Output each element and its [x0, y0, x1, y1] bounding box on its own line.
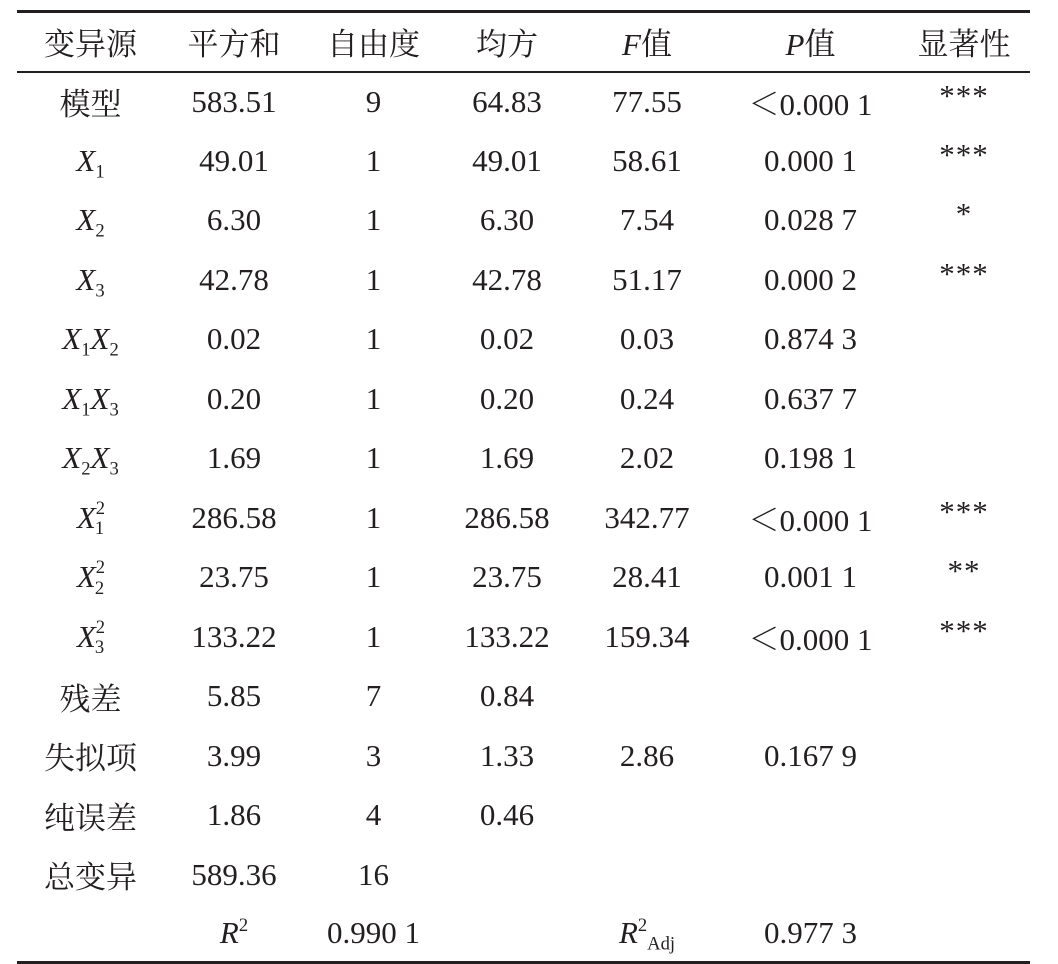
term-subscript: 3: [95, 280, 105, 302]
cell-mean-square: 0.02: [479, 321, 535, 357]
header-significance: 显著性: [898, 12, 1030, 72]
cell-f-value: 159.34: [604, 618, 690, 654]
table-row: [17, 429, 1030, 489]
table-row: [17, 548, 1030, 608]
stats-row: [17, 905, 1030, 963]
cell-source: [17, 369, 164, 429]
cell-source: 模型: [59, 87, 122, 123]
cell-significance: [898, 548, 1030, 608]
cell-sum-of-squares: 6.30: [206, 202, 262, 238]
term-variable: X: [90, 440, 110, 476]
cell-source: 失拟项: [44, 741, 137, 777]
term-variable: X: [90, 321, 110, 357]
cell-f-value: 342.77: [604, 499, 690, 535]
cell-mean-square: [443, 845, 571, 905]
table-row: [17, 131, 1030, 191]
cell-source: [17, 488, 164, 548]
header-mean-square: 均方: [443, 12, 571, 72]
cell-f-value: 77.55: [612, 83, 682, 119]
cell-p-value: 0.637 7: [764, 380, 857, 416]
cell-degrees-of-freedom: 4: [365, 797, 382, 833]
cell-source: [17, 250, 164, 310]
cell-degrees-of-freedom: 1: [365, 380, 382, 416]
cell-degrees-of-freedom: 9: [365, 83, 382, 119]
header-sum-of-squares: 平方和: [164, 12, 304, 72]
r-squared-adj-sub: Adj: [647, 933, 676, 955]
term-subscript: 2: [81, 458, 91, 480]
cell-sum-of-squares: 589.36: [191, 856, 277, 892]
cell-p-value: 0.028 7: [764, 202, 857, 238]
cell-source: [17, 310, 164, 370]
header-f-letter: F: [622, 27, 641, 63]
cell-f-value: 28.41: [612, 559, 682, 595]
cell-degrees-of-freedom: 1: [365, 559, 382, 595]
significance-stars: ***: [939, 493, 989, 529]
cell-f-value: 2.86: [619, 737, 675, 773]
cell-f-value: 0.24: [619, 380, 675, 416]
header-degrees-of-freedom: 自由度: [304, 12, 443, 72]
significance-stars: ***: [939, 77, 989, 113]
term-subscript: 1: [81, 339, 91, 361]
cell-mean-square: 0.20: [479, 380, 535, 416]
term-variable: X: [62, 380, 82, 416]
cell-degrees-of-freedom: 16: [358, 856, 389, 892]
header-p-suffix: 值: [804, 27, 836, 63]
cell-sum-of-squares: 3.99: [206, 737, 262, 773]
header-f-value: [571, 12, 723, 72]
cell-degrees-of-freedom: 1: [365, 440, 382, 476]
r-squared-letter: R: [219, 914, 239, 950]
table-row: [17, 369, 1030, 429]
term-subscript: 2: [94, 577, 105, 599]
table-row: [17, 72, 1030, 132]
cell-mean-square: 133.22: [464, 618, 550, 654]
r-squared-sup: 2: [238, 914, 249, 936]
stats-empty-cell: [898, 905, 1030, 963]
stats-empty-cell: [443, 905, 571, 963]
cell-source: [17, 548, 164, 608]
header-row: [17, 12, 1030, 72]
cell-p-value: [723, 667, 898, 727]
cell-f-value: [571, 667, 723, 727]
term-subscript: 2: [109, 339, 119, 361]
cell-mean-square: 42.78: [472, 261, 542, 297]
cell-mean-square: 49.01: [472, 142, 542, 178]
term-variable: X: [76, 142, 96, 178]
table-row: [17, 845, 1030, 905]
cell-significance: [898, 250, 1030, 310]
cell-f-value: [571, 786, 723, 846]
cell-sum-of-squares: 23.75: [199, 559, 269, 595]
significance-stars: ***: [939, 255, 989, 291]
cell-significance: [898, 72, 1030, 132]
term-subscript: 3: [109, 399, 119, 421]
table-row: [17, 667, 1030, 727]
significance-stars: ***: [939, 136, 989, 172]
r-squared-adj-label: [571, 905, 723, 963]
cell-significance: [898, 191, 1030, 251]
table-row: [17, 250, 1030, 310]
term-subscript: 3: [109, 458, 119, 480]
term-variable: X: [90, 380, 110, 416]
cell-mean-square: 1.33: [479, 737, 535, 773]
cell-sum-of-squares: 286.58: [191, 499, 277, 535]
term-subscript: 3: [94, 637, 105, 659]
cell-f-value: 7.54: [619, 202, 675, 238]
cell-f-value: [571, 845, 723, 905]
cell-mean-square: 0.46: [479, 797, 535, 833]
cell-f-value: 2.02: [619, 440, 675, 476]
cell-significance: [898, 488, 1030, 548]
table-body: [17, 72, 1030, 963]
term-superscript: 2: [95, 616, 106, 638]
cell-source: [17, 429, 164, 489]
cell-sum-of-squares: 0.20: [206, 380, 262, 416]
r-squared-label: [164, 905, 304, 963]
term-variable: X: [76, 618, 96, 654]
significance-stars: *: [955, 196, 973, 232]
cell-mean-square: 0.84: [479, 678, 535, 714]
term-superscript: 2: [95, 557, 106, 579]
cell-mean-square: 286.58: [464, 499, 550, 535]
cell-mean-square: 1.69: [479, 440, 535, 476]
cell-sum-of-squares: 583.51: [191, 83, 277, 119]
cell-p-value: 0.001 1: [764, 559, 857, 595]
term-variable: X: [76, 499, 96, 535]
cell-significance: [898, 726, 1030, 786]
cell-significance: [898, 786, 1030, 846]
cell-p-value: ＜0.000 1: [748, 622, 873, 658]
cell-p-value: 0.874 3: [764, 321, 857, 357]
term-variable: X: [76, 261, 96, 297]
cell-f-value: 0.03: [619, 321, 675, 357]
cell-sum-of-squares: 1.69: [206, 440, 262, 476]
cell-mean-square: 23.75: [472, 559, 542, 595]
cell-sum-of-squares: 133.22: [191, 618, 277, 654]
cell-f-value: 51.17: [612, 261, 682, 297]
cell-sum-of-squares: 5.85: [206, 678, 262, 714]
term-variable: X: [62, 321, 82, 357]
stats-empty-cell: [17, 905, 164, 963]
r-squared-adj-sup: 2: [637, 914, 648, 936]
cell-p-value: 0.000 1: [764, 142, 857, 178]
cell-p-value: [723, 786, 898, 846]
cell-source: [17, 607, 164, 667]
term-variable: X: [62, 440, 82, 476]
cell-source: 总变异: [44, 860, 137, 896]
cell-degrees-of-freedom: 1: [365, 261, 382, 297]
cell-sum-of-squares: 0.02: [206, 321, 262, 357]
header-p-letter: P: [785, 27, 805, 63]
cell-degrees-of-freedom: 1: [365, 142, 382, 178]
significance-stars: **: [947, 553, 981, 589]
term-superscript: 2: [95, 497, 106, 519]
cell-significance: [898, 310, 1030, 370]
cell-p-value: [723, 845, 898, 905]
cell-mean-square: 64.83: [472, 83, 542, 119]
cell-p-value: ＜0.000 1: [748, 503, 873, 539]
table-row: [17, 191, 1030, 251]
cell-degrees-of-freedom: 1: [365, 321, 382, 357]
r-squared-adj-value: 0.977 3: [723, 905, 898, 963]
term-subscript: 2: [95, 220, 105, 242]
cell-p-value: 0.198 1: [764, 440, 857, 476]
cell-f-value: 58.61: [612, 142, 682, 178]
significance-stars: ***: [939, 612, 989, 648]
cell-p-value: 0.000 2: [764, 261, 857, 297]
term-subscript: 1: [81, 399, 91, 421]
anova-table: [17, 10, 1030, 964]
r-squared-value: 0.990 1: [304, 905, 443, 963]
cell-source: [17, 131, 164, 191]
cell-p-value: 0.167 9: [764, 737, 857, 773]
table-row: [17, 488, 1030, 548]
cell-source: 残差: [59, 681, 122, 717]
cell-significance: [898, 131, 1030, 191]
table-row: [17, 726, 1030, 786]
r-squared-adj-letter: R: [618, 914, 638, 950]
cell-sum-of-squares: 1.86: [206, 797, 262, 833]
cell-degrees-of-freedom: 1: [365, 202, 382, 238]
term-subscript: 1: [95, 161, 105, 183]
cell-significance: [898, 429, 1030, 489]
cell-source: 纯误差: [44, 800, 137, 836]
term-script-group: [94, 497, 106, 540]
cell-significance: [898, 845, 1030, 905]
cell-sum-of-squares: 42.78: [199, 261, 269, 297]
term-script-group: [94, 616, 106, 659]
header-f-suffix: 值: [640, 27, 672, 63]
term-variable: X: [76, 202, 96, 238]
cell-degrees-of-freedom: 3: [365, 737, 382, 773]
cell-significance: [898, 607, 1030, 667]
table-row: [17, 786, 1030, 846]
cell-source: [17, 191, 164, 251]
term-subscript: 1: [94, 518, 105, 540]
table-row: [17, 310, 1030, 370]
cell-degrees-of-freedom: 1: [365, 499, 382, 535]
cell-p-value: ＜0.000 1: [748, 87, 873, 123]
cell-degrees-of-freedom: 7: [365, 678, 382, 714]
cell-degrees-of-freedom: 1: [365, 618, 382, 654]
term-variable: X: [76, 559, 96, 595]
cell-significance: [898, 667, 1030, 727]
table-row: [17, 607, 1030, 667]
header-source: 变异源: [17, 12, 164, 72]
cell-sum-of-squares: 49.01: [199, 142, 269, 178]
cell-mean-square: 6.30: [479, 202, 535, 238]
cell-significance: [898, 369, 1030, 429]
header-p-value: [723, 12, 898, 72]
term-script-group: [94, 557, 106, 599]
